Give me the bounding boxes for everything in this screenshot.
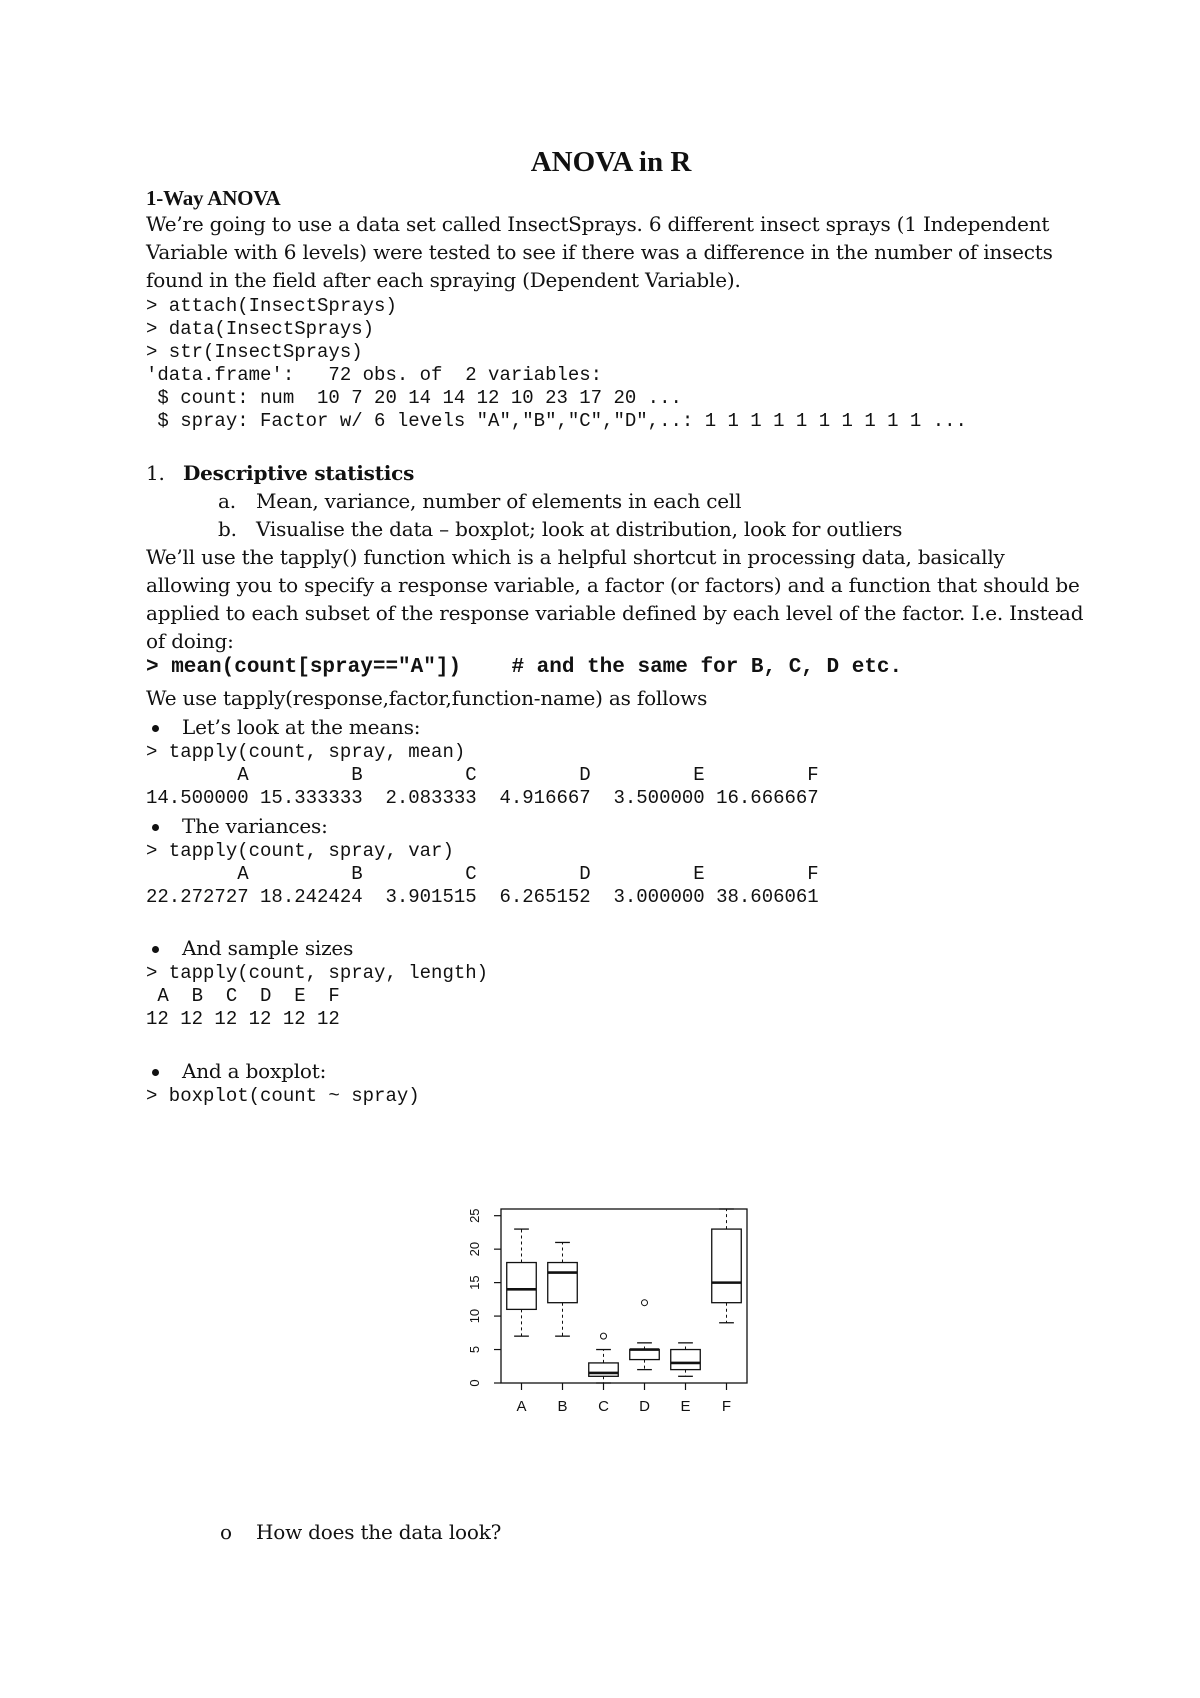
x-tick-label-E: E — [680, 1398, 691, 1415]
code-attach: > attach(InsectSprays) — [146, 295, 397, 317]
tapply-usage: We use tapply(response,factor,function-name) as follows — [146, 686, 708, 710]
descriptive-number: 1. — [146, 461, 165, 485]
bullet-means: Let’s look at the means: — [182, 715, 421, 739]
y-tick-label-20: 20 — [467, 1241, 482, 1257]
x-tick-label-F: F — [721, 1398, 732, 1415]
tapply-para-line-3: applied to each subset of the response variable defined by each level of the factor. I.e. Instead — [146, 601, 1084, 625]
x-tick-label-C: C — [598, 1398, 609, 1415]
code-mean-example: > mean(count[spray=="A"]) # and the same for B, C, D etc. — [146, 656, 903, 679]
bullet-sample-sizes: And sample sizes — [182, 936, 354, 960]
outlier-D-0 — [642, 1300, 648, 1306]
tapply-para-line-4: of doing: — [146, 629, 234, 653]
y-tick-label-15: 15 — [467, 1275, 482, 1290]
y-tick-label-10: 10 — [467, 1308, 482, 1324]
question-text: How does the data look? — [256, 1520, 502, 1544]
sub-item-b: Visualise the data – boxplot; look at distribution, look for outliers — [256, 517, 903, 541]
sub-item-a-marker: a. — [218, 489, 236, 513]
code-data: > data(InsectSprays) — [146, 318, 375, 340]
box-F — [712, 1229, 742, 1303]
x-tick-label-D: D — [639, 1398, 650, 1415]
box-E — [671, 1350, 701, 1370]
tapply-para-line-1: We’ll use the tapply() function which is a helpful shortcut in processing data, basically — [146, 545, 1005, 569]
plot-frame — [501, 1209, 747, 1383]
means-header: A B C D E F — [146, 764, 831, 786]
output-dataframe: 'data.frame': 72 obs. of 2 variables: — [146, 364, 603, 386]
means-values: 14.500000 15.333333 2.083333 4.916667 3.500000 16.666667 — [146, 787, 831, 809]
output-spray: $ spray: Factor w/ 6 levels "A","B","C","D",..: 1 1 1 1 1 1 1 1 1 1 ... — [146, 410, 967, 432]
y-tick-label-0: 0 — [467, 1379, 482, 1387]
code-boxplot: > boxplot(count ~ spray) — [146, 1085, 420, 1107]
variances-values: 22.272727 18.242424 3.901515 6.265152 3.000000 38.606061 — [146, 886, 831, 908]
variances-header: A B C D E F — [146, 863, 831, 885]
box-B — [548, 1263, 578, 1303]
sizes-header: A B C D E F — [146, 985, 352, 1007]
intro-line-3: found in the field after each spraying (Dependent Variable). — [146, 268, 741, 292]
box-C — [589, 1363, 619, 1376]
sub-item-a: Mean, variance, number of elements in each cell — [256, 489, 742, 513]
bullet-variances: The variances: — [182, 814, 328, 838]
sizes-values: 12 12 12 12 12 12 — [146, 1008, 352, 1030]
tapply-para-line-2: allowing you to specify a response variable, a factor (or factors) and a function that should be — [146, 573, 1080, 597]
x-tick-label-B: B — [557, 1398, 568, 1415]
outlier-C-0 — [601, 1333, 607, 1339]
code-tapply-length: > tapply(count, spray, length) — [146, 962, 489, 984]
code-tapply-mean: > tapply(count, spray, mean) — [146, 741, 466, 763]
descriptive-heading: Descriptive statistics — [183, 461, 415, 485]
y-tick-label-5: 5 — [467, 1345, 482, 1354]
section-heading-one-way-anova: 1-Way ANOVA — [146, 186, 281, 210]
box-A — [507, 1263, 537, 1310]
bullet-boxplot: And a boxplot: — [182, 1059, 327, 1083]
intro-line-2: Variable with 6 levels) were tested to see if there was a difference in the number of insects — [146, 240, 1053, 264]
boxplot-chart — [445, 1195, 755, 1440]
y-tick-label-25: 25 — [467, 1208, 482, 1223]
code-tapply-var: > tapply(count, spray, var) — [146, 840, 454, 862]
code-str: > str(InsectSprays) — [146, 341, 363, 363]
question-marker: o — [220, 1520, 232, 1544]
output-count: $ count: num 10 7 20 14 14 12 10 23 17 20 ... — [146, 387, 682, 409]
box-D — [630, 1350, 660, 1360]
page-title: ANOVA in R — [530, 146, 692, 178]
x-tick-label-A: A — [516, 1398, 527, 1415]
intro-line-1: We’re going to use a data set called InsectSprays. 6 different insect sprays (1 Independent — [146, 212, 1050, 236]
sub-item-b-marker: b. — [218, 517, 237, 541]
